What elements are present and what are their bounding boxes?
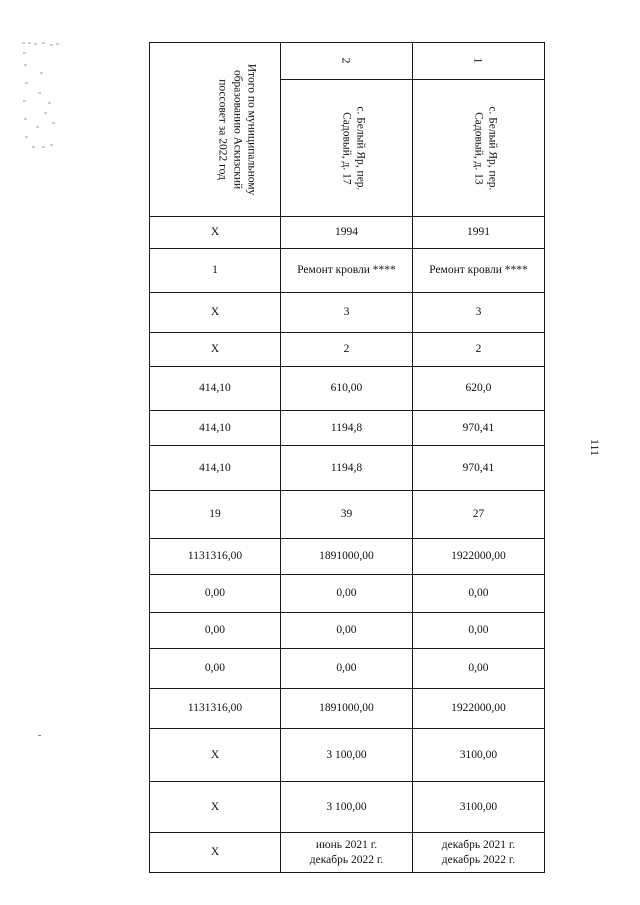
- table-cell: 0,00: [412, 649, 544, 689]
- faded-stamp-mark: [20, 42, 62, 150]
- col2-number: 2: [339, 57, 354, 64]
- table-cell: X: [150, 782, 281, 833]
- col3-number: 1: [471, 57, 486, 64]
- table-row: [150, 689, 545, 729]
- table-cell: 3100,00: [412, 782, 544, 833]
- table-cell: 1: [150, 249, 281, 293]
- table-cell: 610,00: [280, 367, 412, 411]
- table-cell: июнь 2021 г. декабрь 2022 г.: [280, 833, 412, 873]
- col2-number-cell: [280, 43, 412, 80]
- table-row: [150, 539, 545, 575]
- table-cell: 414,10: [150, 367, 281, 411]
- table-cell: 0,00: [412, 575, 544, 613]
- table-cell: 1922000,00: [412, 689, 544, 729]
- table-cell: 0,00: [280, 575, 412, 613]
- table-cell: X: [150, 293, 281, 333]
- table-cell: 1891000,00: [280, 539, 412, 575]
- housing-repair-table: [149, 42, 545, 873]
- table-cell: X: [150, 333, 281, 367]
- table-cell: 0,00: [150, 575, 281, 613]
- table-cell: 1194,8: [280, 411, 412, 446]
- table-row: [150, 649, 545, 689]
- table-cell: 1194,8: [280, 446, 412, 491]
- table-cell: 0,00: [150, 649, 281, 689]
- table-cell: X: [150, 833, 281, 873]
- table-cell: 3100,00: [412, 729, 544, 782]
- table-cell: 3 100,00: [280, 729, 412, 782]
- table-cell: 39: [280, 491, 412, 539]
- table-cell: 0,00: [150, 613, 281, 649]
- table-cell: Ремонт кровли ****: [412, 249, 544, 293]
- table-cell: 1994: [280, 217, 412, 249]
- table-cell: 2: [280, 333, 412, 367]
- table-row: [150, 446, 545, 491]
- table-cell: 970,41: [412, 411, 544, 446]
- table-cell: 1131316,00: [150, 539, 281, 575]
- col2-address: с. Белый Яр, пер. Садовый, д. 17: [339, 105, 367, 191]
- table-row: [150, 249, 545, 293]
- table-row: [150, 367, 545, 411]
- total-header-label: Итого по муниципальному образованию Аскизский поссовет за 2022 год: [216, 63, 258, 196]
- table-cell: декабрь 2021 г. декабрь 2022 г.: [412, 833, 544, 873]
- table-cell: X: [150, 729, 281, 782]
- table-cell: 3 100,00: [280, 782, 412, 833]
- table-cell: 970,41: [412, 446, 544, 491]
- table-cell: 1891000,00: [280, 689, 412, 729]
- table-cell: 620,0: [412, 367, 544, 411]
- table-cell: X: [150, 217, 281, 249]
- table-cell: 1922000,00: [412, 539, 544, 575]
- table-cell: 0,00: [280, 649, 412, 689]
- col3-address: с. Белый Яр, пер. Садовый, д. 13: [471, 105, 499, 191]
- table-row: [150, 833, 545, 873]
- col2-address-cell: [280, 80, 412, 217]
- table-row: [150, 333, 545, 367]
- table-cell: 2: [412, 333, 544, 367]
- table-cell: 3: [280, 293, 412, 333]
- table-cell: 27: [412, 491, 544, 539]
- table-cell: 3: [412, 293, 544, 333]
- total-header-cell: [150, 43, 281, 217]
- table-cell: Ремонт кровли ****: [280, 249, 412, 293]
- table-row: [150, 491, 545, 539]
- table-cell: 414,10: [150, 446, 281, 491]
- table-cell: 1991: [412, 217, 544, 249]
- table-cell: 0,00: [280, 613, 412, 649]
- table-cell: 0,00: [412, 613, 544, 649]
- table-cell: 19: [150, 491, 281, 539]
- table-row: [150, 217, 545, 249]
- header-row-numbers: [150, 43, 545, 80]
- table-row: [150, 293, 545, 333]
- col3-number-cell: [412, 43, 544, 80]
- page-number: 111: [588, 438, 603, 457]
- table-row: [150, 729, 545, 782]
- table-row: [150, 782, 545, 833]
- table-cell: 1131316,00: [150, 689, 281, 729]
- table-cell: 414,10: [150, 411, 281, 446]
- scan-speck: [38, 735, 41, 736]
- table-row: [150, 575, 545, 613]
- col3-address-cell: [412, 80, 544, 217]
- table-row: [150, 613, 545, 649]
- table-row: [150, 411, 545, 446]
